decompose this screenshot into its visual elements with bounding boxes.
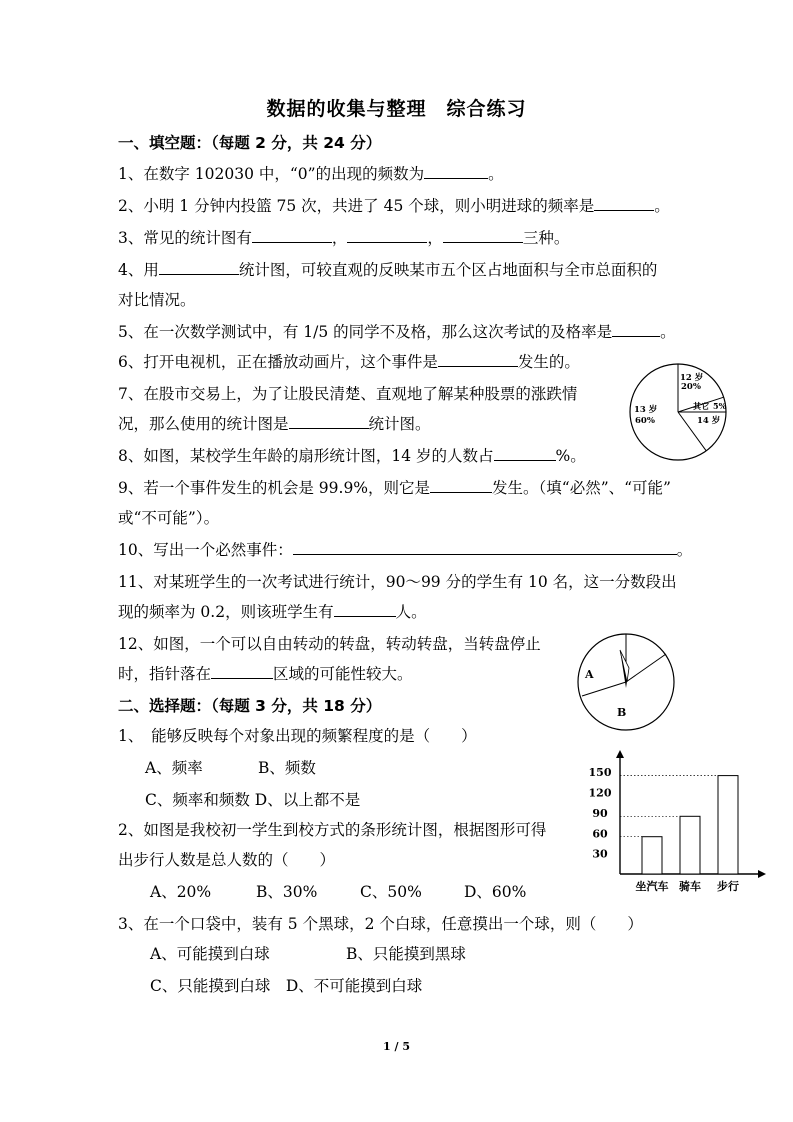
y-tick-label: 150 xyxy=(588,766,612,780)
bar xyxy=(680,816,700,874)
y-tick-label: 60 xyxy=(592,827,608,841)
spinner-label-b: B xyxy=(617,706,627,719)
mc-question-1: 1、 能够反映每个对象出现的频繁程度的是（ ） xyxy=(118,727,477,745)
y-tick-label: 120 xyxy=(588,786,612,800)
question-10: 10、写出一个必然事件： 。 xyxy=(118,541,693,559)
answer-blank[interactable] xyxy=(594,195,654,211)
question-9-line2: 或“不可能”）。 xyxy=(118,509,220,527)
question-12-line2: 时，指针落在 区域的可能性较大。 xyxy=(118,665,413,683)
mc-question-3: 3、在一个口袋中，装有 5 个黑球，2 个白球，任意摸出一个球，则（ ） xyxy=(118,915,643,933)
question-11: 11、对某班学生的一次考试进行统计，90～99 分的学生有 10 名，这一分数段出 xyxy=(118,573,677,591)
x-category-label: 坐汽车 xyxy=(635,880,669,893)
page-number: 1 / 5 xyxy=(383,1040,410,1053)
transport-bar-chart xyxy=(576,748,771,898)
pie-label-12: 12 岁 xyxy=(680,373,704,383)
question-7: 7、在股市交易上，为了让股民清楚、直观地了解某种股票的涨跌情 xyxy=(118,385,578,403)
answer-blank[interactable] xyxy=(211,663,273,679)
mc3-option-a: A、可能摸到白球 xyxy=(150,945,270,963)
answer-blank[interactable] xyxy=(293,539,677,555)
answer-blank[interactable] xyxy=(494,445,556,461)
mc2-option-a: A、20% xyxy=(150,883,212,901)
y-axis-arrow xyxy=(616,750,624,758)
question-2: 2、小明 1 分钟内投篮 75 次，共进了 45 个球，则小明进球的频率是 。 xyxy=(118,197,670,215)
question-7-line2: 况，那么使用的统计图是 统计图。 xyxy=(118,415,431,433)
answer-blank[interactable] xyxy=(347,227,427,243)
x-category-label: 步行 xyxy=(717,880,739,893)
question-5: 5、在一次数学测试中，有 1/5 的同学不及格，那么这次考试的及格率是 。 xyxy=(118,323,676,341)
mc3-option-cd: C、只能摸到白球 D、不可能摸到白球 xyxy=(150,977,423,995)
pie-label-13: 13 岁 xyxy=(634,405,658,415)
answer-blank[interactable] xyxy=(430,477,492,493)
section2-heading: 二、选择题：（每题 3 分，共 18 分） xyxy=(118,697,382,715)
pie-label-other: 其它 xyxy=(693,401,709,411)
question-12: 12、如图，一个可以自由转动的转盘，转动转盘，当转盘停止 xyxy=(118,635,541,653)
y-tick-label: 30 xyxy=(592,847,608,861)
answer-blank[interactable] xyxy=(424,163,488,179)
mc2-option-d: D、60% xyxy=(464,883,527,901)
pie-pct-13: 60% xyxy=(635,416,655,426)
answer-blank[interactable] xyxy=(289,413,369,429)
mc1-option-cd: C、频率和频数 D、以上都不是 xyxy=(145,791,361,809)
spinner-label-a: A xyxy=(585,668,594,681)
age-pie-chart xyxy=(626,360,732,466)
question-3: 3、常见的统计图有 ， ， 三种。 xyxy=(118,229,570,247)
page-title: 数据的收集与整理 综合练习 xyxy=(266,98,527,120)
question-6: 6、打开电视机，正在播放动画片，这个事件是 发生的。 xyxy=(118,353,580,371)
pie-pct-other: 5% xyxy=(713,401,727,411)
question-4: 4、用 统计图，可较直观的反映某市五个区占地面积与全市总面积的 xyxy=(118,261,658,279)
answer-blank[interactable] xyxy=(438,351,518,367)
answer-blank[interactable] xyxy=(443,227,523,243)
answer-blank[interactable] xyxy=(159,259,239,275)
pie-pct-12: 20% xyxy=(681,382,701,392)
answer-blank[interactable] xyxy=(612,321,660,337)
section1-heading: 一、填空题：（每题 2 分，共 24 分） xyxy=(118,134,382,152)
x-category-label: 骑车 xyxy=(679,880,701,893)
mc-question-2-line2: 出步行人数是总人数的（ ） xyxy=(118,851,336,869)
mc1-option-a: A、频率 xyxy=(145,759,203,777)
mc3-option-b: B、只能摸到黑球 xyxy=(346,945,466,963)
question-9: 9、若一个事件发生的机会是 99.9%，则它是 发生。（填“必然”、“可能” xyxy=(118,479,671,497)
mc-question-2: 2、如图是我校初一学生到校方式的条形统计图，根据图形可得 xyxy=(118,821,547,839)
answer-blank[interactable] xyxy=(252,227,332,243)
y-tick-label: 90 xyxy=(592,806,608,820)
x-axis-arrow xyxy=(758,870,766,878)
question-1: 1、在数字 102030 中，“0”的出现的频数为 。 xyxy=(118,165,504,183)
question-8: 8、如图，某校学生年龄的扇形统计图，14 岁的人数占 %。 xyxy=(118,447,586,465)
question-4-line2: 对比情况。 xyxy=(118,291,196,309)
bar xyxy=(642,837,662,874)
bar xyxy=(718,776,738,874)
mc2-option-b: B、30% xyxy=(256,883,318,901)
question-11-line2: 现的频率为 0.2，则该班学生有 人。 xyxy=(118,603,427,621)
answer-blank[interactable] xyxy=(334,601,396,617)
pie-label-14: 14 岁 xyxy=(697,416,721,426)
spinner-wheel xyxy=(576,630,676,734)
mc2-option-c: C、50% xyxy=(360,883,422,901)
mc1-option-b: B、频数 xyxy=(258,759,316,777)
